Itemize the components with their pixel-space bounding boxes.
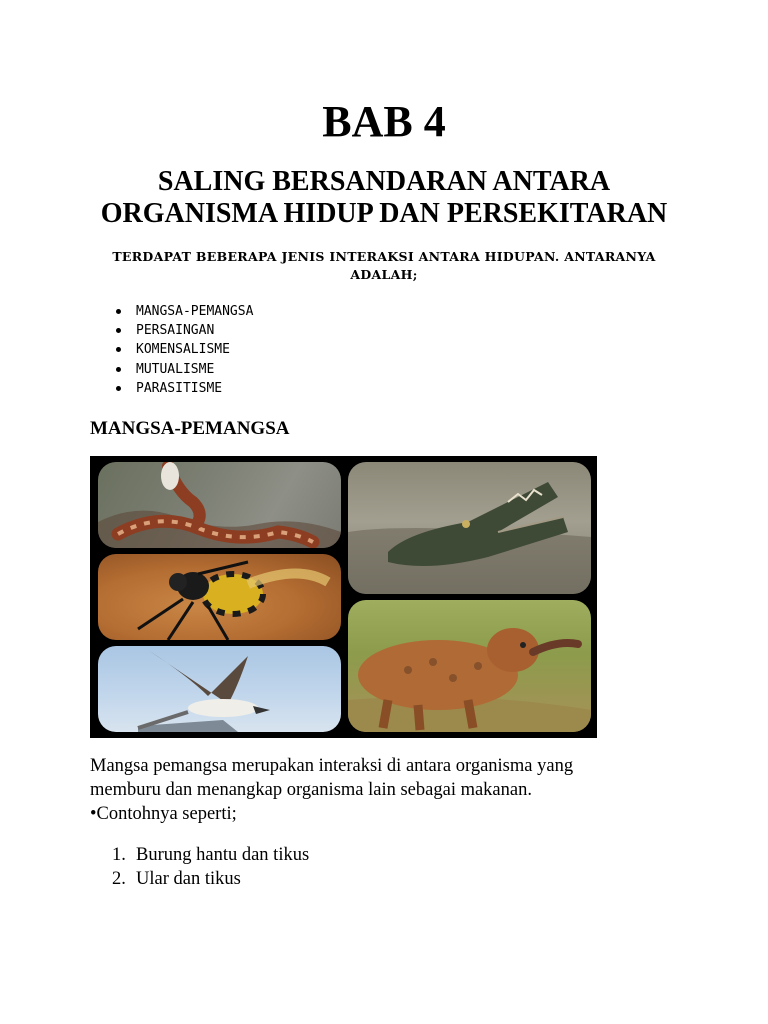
description-line-2: memburu dan menangkap organisma lain sebagai makanan. (90, 780, 532, 800)
chapter-title (60, 166, 708, 230)
list-item: KOMENSALISME (112, 340, 253, 359)
intro-line-1: TERDAPAT BEBERAPA JENIS INTERAKSI ANTARA HIDUPAN. ANTARANYA (112, 249, 656, 264)
list-item (112, 867, 309, 891)
list-number: 1. (112, 845, 126, 865)
list-item: MANGSA-PEMANGSA (112, 302, 253, 321)
list-item: MUTUALISME (112, 360, 253, 379)
snake-eating-mouse-image (98, 462, 341, 548)
list-item (112, 843, 309, 867)
osprey-carrying-fish-image (98, 646, 341, 732)
section-heading: MANGSA-PEMANGSA (90, 418, 290, 439)
predator-prey-description (90, 754, 650, 826)
intro-line-2: ADALAH; (350, 267, 418, 282)
description-line-1: Mangsa pemangsa merupakan interaksi di antara organisma yang (90, 756, 574, 776)
hyena-with-prey-image (348, 600, 591, 732)
predator-prey-collage (90, 456, 597, 738)
list-number: 2. (112, 869, 126, 889)
intro-text (100, 248, 668, 284)
chapter-title-line-2: ORGANISMA HIDUP DAN PERSEKITARAN (100, 198, 668, 229)
crocodile-with-open-jaws-image (348, 462, 591, 594)
chapter-title-line-1: SALING BERSANDARAN ANTARA (157, 166, 611, 197)
interaction-type-list (112, 302, 253, 398)
examples-intro: •Contohnya seperti; (90, 804, 237, 824)
list-text: Ular dan tikus (136, 869, 241, 889)
chapter-heading: BAB 4 (322, 97, 446, 146)
list-text: Burung hantu dan tikus (136, 845, 310, 865)
wasp-with-prey-image (98, 554, 341, 640)
list-item: PARASITISME (112, 379, 253, 398)
list-item: PERSAINGAN (112, 321, 253, 340)
example-list (112, 843, 309, 891)
